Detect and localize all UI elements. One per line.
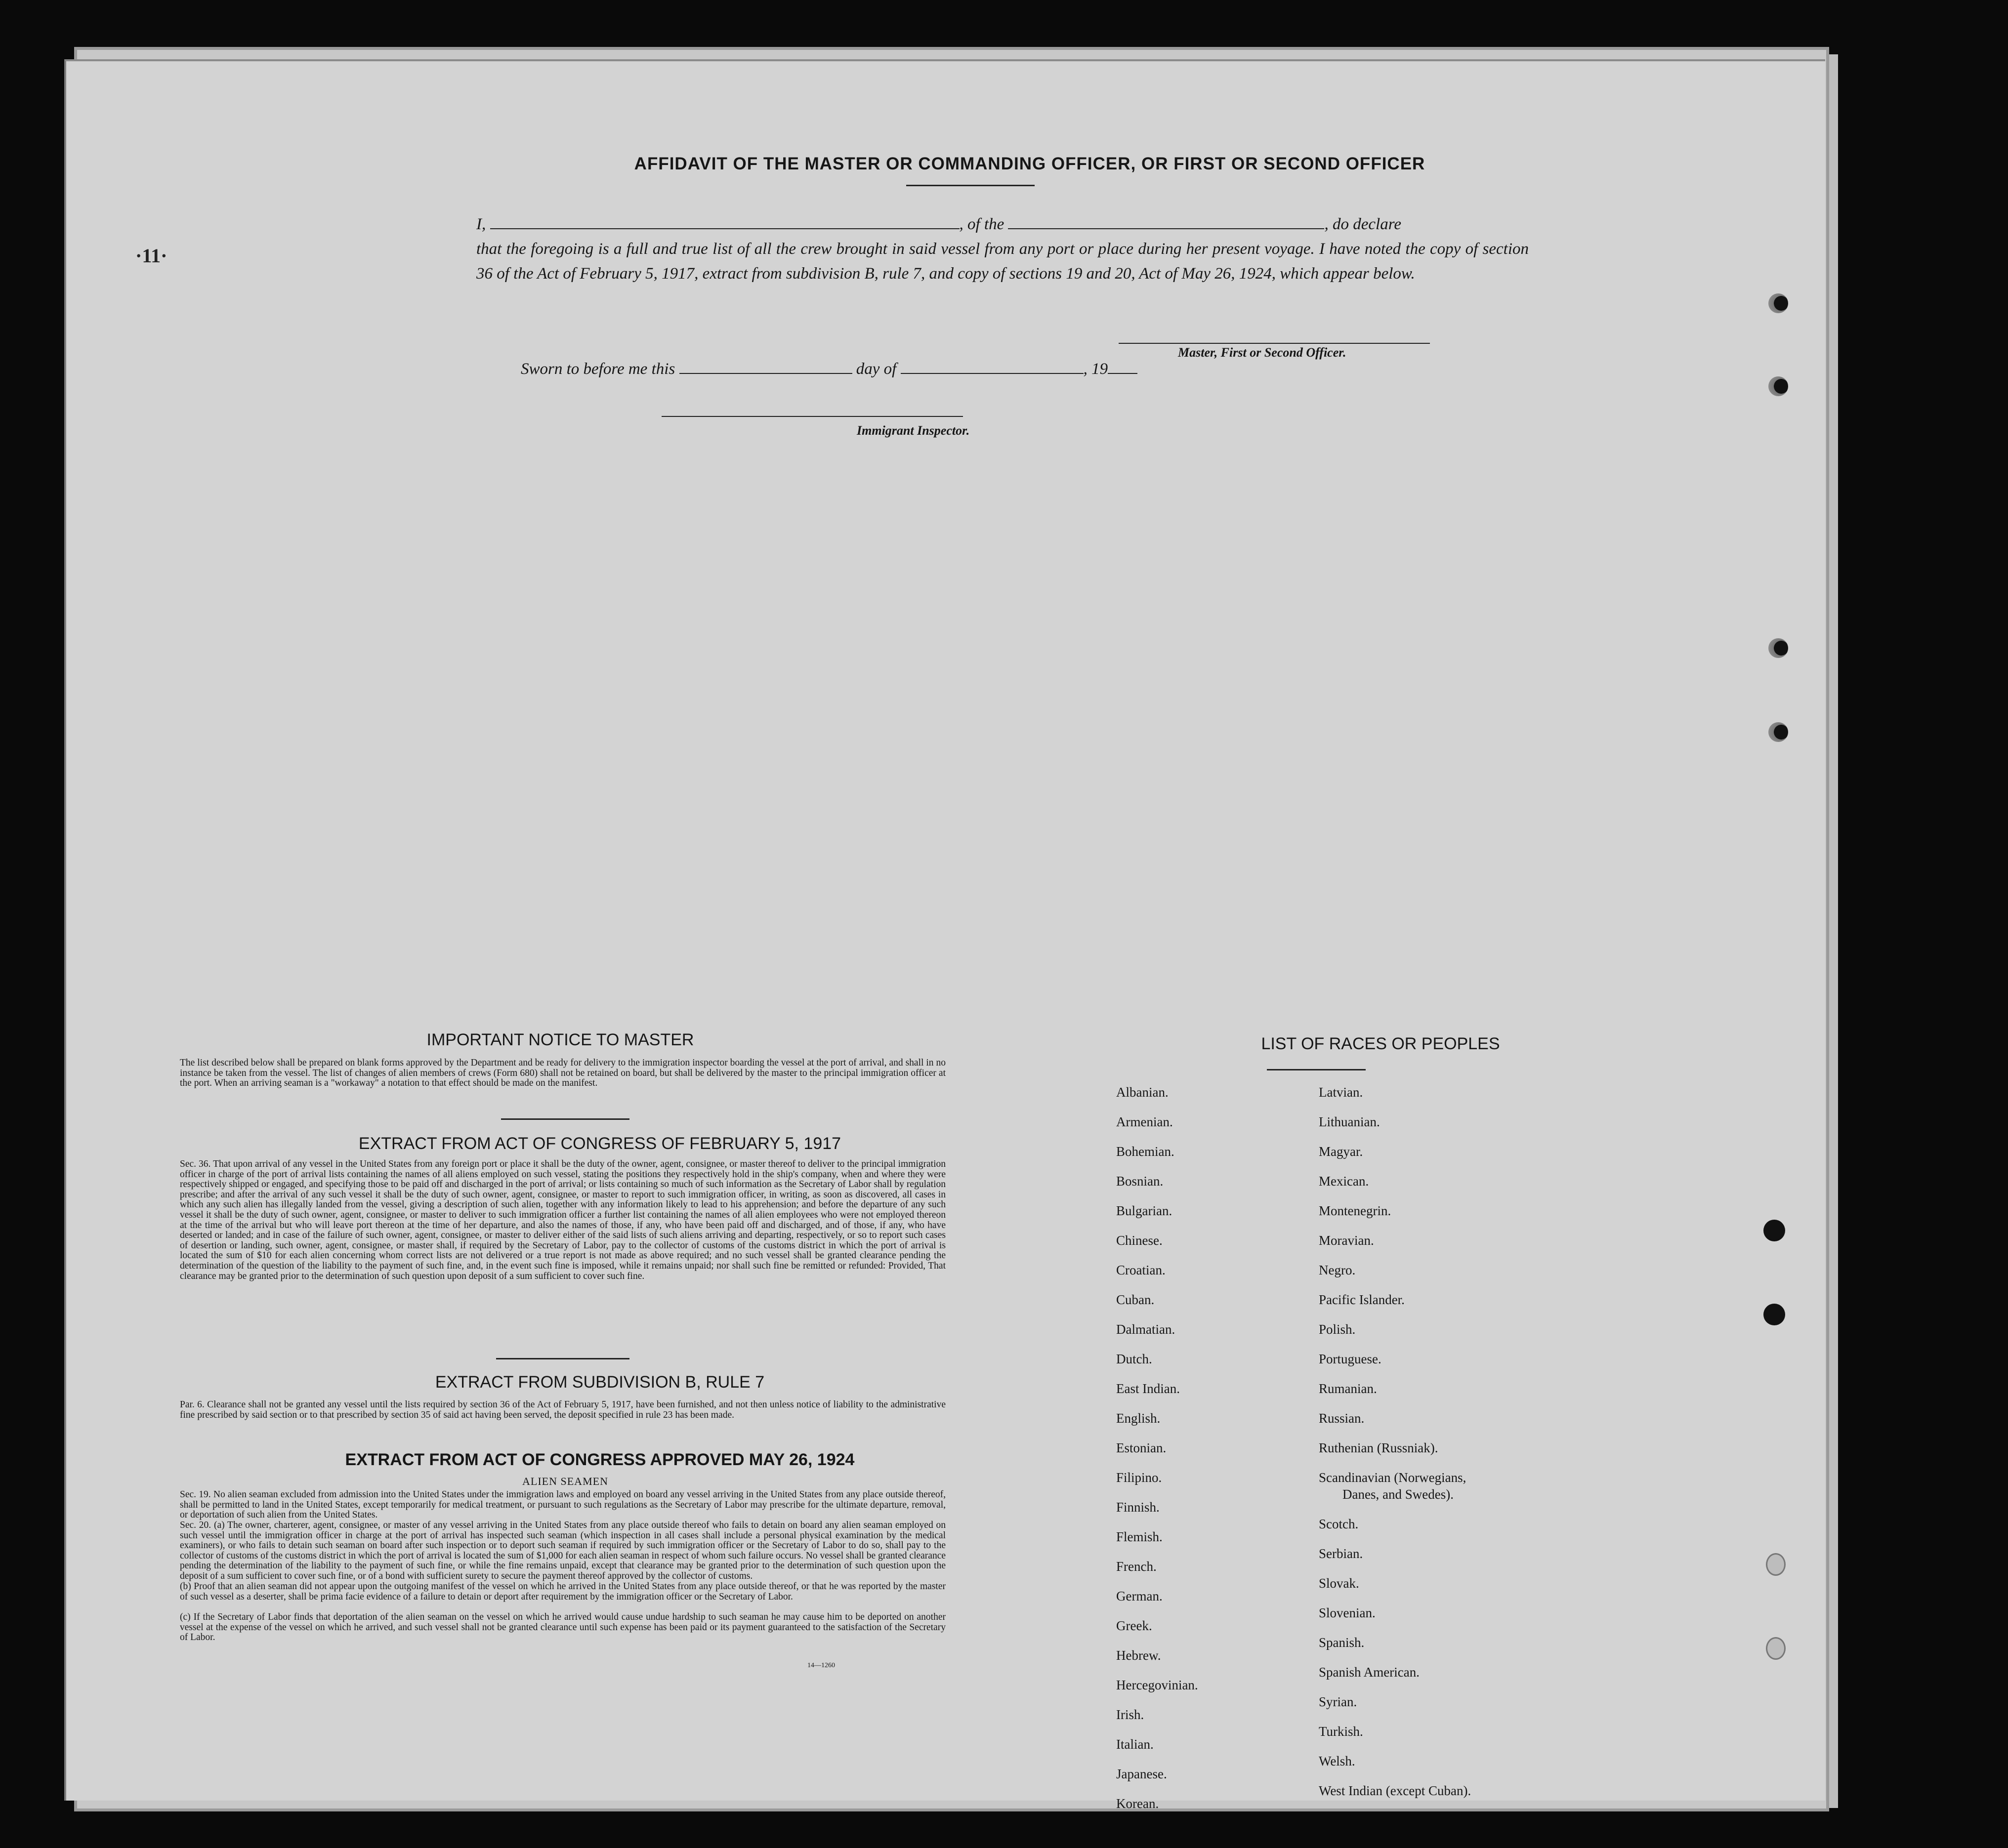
extract-1924-heading: EXTRACT FROM ACT OF CONGRESS APPROVED MAY 26, 1924 bbox=[345, 1450, 855, 1469]
affidavit-title-rule bbox=[906, 185, 1035, 186]
race-item: Slovenian. bbox=[1319, 1605, 1376, 1620]
race-item: Negro. bbox=[1319, 1263, 1356, 1277]
extract-1917-rule bbox=[496, 1358, 629, 1359]
sworn-day-blank[interactable] bbox=[679, 360, 852, 374]
race-item: Portuguese. bbox=[1319, 1352, 1381, 1366]
race-item: Serbian. bbox=[1319, 1546, 1363, 1561]
affidavit-body bbox=[476, 212, 1529, 286]
extract-rule7-heading: EXTRACT FROM SUBDIVISION B, RULE 7 bbox=[435, 1373, 765, 1392]
races-left-column bbox=[1116, 1084, 1198, 1825]
race-item: Flemish. bbox=[1116, 1529, 1163, 1544]
sworn-day-of-label: day of bbox=[856, 360, 897, 378]
race-item: Spanish. bbox=[1319, 1635, 1365, 1650]
race-item: Korean. bbox=[1116, 1796, 1159, 1811]
race-item: Armenian. bbox=[1116, 1114, 1173, 1129]
race-item: Dalmatian. bbox=[1116, 1322, 1175, 1337]
affidavit-of-the-label: , of the bbox=[959, 215, 1004, 233]
master-name-blank[interactable] bbox=[490, 215, 960, 229]
race-item: English. bbox=[1116, 1411, 1161, 1426]
races-rule bbox=[1267, 1069, 1366, 1070]
affidavit-i-label: I, bbox=[476, 215, 486, 233]
race-item: Irish. bbox=[1116, 1707, 1144, 1722]
affidavit-statement: that the foregoing is a full and true list of all the crew brought in said vessel from any port or place during her present voyage. I have noted the copy of section 36 of the Act of February 5, 1917, extract from subdivision B, rule 7, and copy of sections 19 and 20, Act of May 26, 1924, which appear below. bbox=[476, 240, 1529, 283]
sworn-prefix: Sworn to before me this bbox=[521, 360, 675, 378]
master-signature-line[interactable] bbox=[1119, 343, 1430, 344]
extract-1917-heading: EXTRACT FROM ACT OF CONGRESS OF FEBRUARY 5, 1917 bbox=[358, 1134, 841, 1153]
sworn-year-blank[interactable] bbox=[1108, 360, 1137, 374]
race-item: Turkish. bbox=[1319, 1724, 1363, 1739]
notice-rule bbox=[501, 1118, 629, 1120]
affidavit-declaration-line bbox=[476, 212, 1529, 237]
binder-hole bbox=[1768, 376, 1788, 396]
race-item: Montenegrin. bbox=[1319, 1203, 1391, 1218]
race-item: Croatian. bbox=[1116, 1263, 1166, 1277]
binder-hole bbox=[1768, 638, 1788, 658]
races-right-column bbox=[1319, 1084, 1471, 1812]
race-item: Latvian. bbox=[1319, 1085, 1363, 1100]
race-item: East Indian. bbox=[1116, 1381, 1180, 1396]
affidavit-do-declare-label: , do declare bbox=[1324, 215, 1401, 233]
race-item: Bulgarian. bbox=[1116, 1203, 1172, 1218]
sworn-month-blank[interactable] bbox=[901, 360, 1084, 374]
race-item: Slovak. bbox=[1319, 1576, 1359, 1591]
race-item: German. bbox=[1116, 1589, 1163, 1603]
race-item: Finnish. bbox=[1116, 1500, 1160, 1515]
race-item: Rumanian. bbox=[1319, 1381, 1377, 1396]
races-heading: LIST OF RACES OR PEOPLES bbox=[1261, 1034, 1500, 1053]
race-item: Danes, and Swedes). bbox=[1342, 1487, 1454, 1502]
race-item: Hercegovinian. bbox=[1116, 1678, 1198, 1692]
race-item: Scotch. bbox=[1319, 1517, 1359, 1531]
extract-1924-sec20a: Sec. 20. (a) The owner, charterer, agent, consignee, or master of any vessel arriving in the United States from any place outside thereof who fails to detain on board any alien seaman employed on such vessel until the immigration officer in charge at the port of arrival has inspected such seaman (which inspection in all cases shall include a personal physical examination by the medical examiners), or who fails to detain such seaman on board after such inspection or to deport such seaman if required by such immigration officer or the Secretary of Labor to do so, shall pay to the collector of customs of the customs district in which the port of arrival is located the sum of $1,000 for each alien seaman in respect of whom such failure occurs. No vessel shall be granted clearance pending the determination of the liability to the payment of such fine, or while the fine remains unpaid, except that clearance may be granted prior to the determination of such question upon the deposit of a sum sufficient to cover such fine, or of a bond with sufficient surety to secure the payment thereof approved by the collector of customs. bbox=[180, 1520, 946, 1581]
affidavit-title: AFFIDAVIT OF THE MASTER OR COMMANDING OFFICER, OR FIRST OR SECOND OFFICER bbox=[634, 154, 1425, 173]
race-item: Moravian. bbox=[1319, 1233, 1374, 1248]
extract-1917-text: Sec. 36. That upon arrival of any vessel in the United States from any foreign port or place it shall be the duty of the owner, agent, consignee, or master thereof to deliver to the principal immigration officer in charge of the port of arrival lists containing the names of all aliens employed on such vessel, stating the positions they respectively hold in the ship's company, when and where they were respectively shipped or engaged, and specifying those to be paid off and discharged in the port of arrival; or lists containing so much of such information as the Secretary of Labor shall by regulation prescribe; and after the arrival of any such vessel it shall be the duty of such owner, agent, consignee, or master to report to such immigration officer, in writing, as soon as discovered, all cases in which any such alien has illegally landed from the vessel, giving a description of such alien, together with any information likely to lead to his apprehension; and before the departure of any such vessel it shall be the duty of such owner, agent, consignee, or master to deliver to such immigration officer a further list containing the names of all alien employees who were not employed thereon at the time of the arrival but who will leave port thereon at the time of her departure, and also the names of those, if any, who have been paid off and discharged, and of those, if any, who have deserted or landed; and in case of the failure of such owner, agent, consignee, or master to deliver either of the said lists of such aliens arriving and departing, respectively, or so to report such cases of desertion or landing, such owner, agent, consignee, or master shall, if required by the Secretary of Labor, pay to the collector of customs of the customs district in which the port of arrival is located the sum of $10 for each alien concerning whom correct lists are not delivered or a true report is not made as above required; and no such vessel shall be granted clearance pending the determination of the question of the liability to the payment of such fine, and, in the event such fine is imposed, while it remains unpaid; nor shall such fine be remitted or refunded: Provided, That clearance may be granted prior to the determination of such question upon deposit of a sum sufficient to cover such fine. bbox=[180, 1159, 946, 1281]
race-item: Estonian. bbox=[1116, 1440, 1167, 1455]
race-item: Filipino. bbox=[1116, 1470, 1162, 1485]
race-item: French. bbox=[1116, 1559, 1157, 1574]
race-item: Lithuanian. bbox=[1319, 1114, 1380, 1129]
master-signature-caption: Master, First or Second Officer. bbox=[1178, 345, 1346, 360]
binder-hole bbox=[1763, 1304, 1785, 1325]
inspector-signature-caption: Immigrant Inspector. bbox=[857, 423, 970, 438]
extract-1924-sec19: Sec. 19. No alien seaman excluded from admission into the United States under the immigration laws and employed on board any vessel arriving in the United States from any place outside thereof, shall be permitted to land in the United States, except temporarily for medical treatment, or pursuant to such regulations as the Secretary of Labor may prescribe for the ultimate departure, removal, or deportation of such alien from the United States. bbox=[180, 1489, 946, 1520]
race-item: Japanese. bbox=[1116, 1766, 1167, 1781]
extract-1924-sec20b: (b) Proof that an alien seaman did not appear upon the outgoing manifest of the vessel on which he arrived in the United States from any place outside thereof, or that he was reported by the master of such vessel as a deserter, shall be prima facie evidence of a failure to detain or deport after requirement by the immigration officer or the Secretary of Labor. bbox=[180, 1581, 946, 1602]
sworn-line bbox=[521, 360, 1137, 378]
binder-hole bbox=[1768, 293, 1788, 313]
binder-hole bbox=[1768, 722, 1788, 742]
notice-heading: IMPORTANT NOTICE TO MASTER bbox=[426, 1030, 694, 1049]
race-item: Bosnian. bbox=[1116, 1174, 1164, 1189]
race-item: Chinese. bbox=[1116, 1233, 1163, 1248]
binder-hole bbox=[1763, 1220, 1785, 1241]
form-page bbox=[64, 59, 1825, 1811]
race-item: Ruthenian (Russniak). bbox=[1319, 1440, 1438, 1455]
sworn-year-label: , 19 bbox=[1083, 360, 1108, 378]
inspector-signature-line[interactable] bbox=[662, 416, 963, 417]
race-item: Mexican. bbox=[1319, 1174, 1369, 1189]
race-item: Italian. bbox=[1116, 1737, 1154, 1752]
race-item: Magyar. bbox=[1319, 1144, 1363, 1159]
extract-1924-subtitle: ALIEN SEAMEN bbox=[522, 1475, 608, 1487]
form-number: 14—1260 bbox=[807, 1662, 835, 1669]
race-item: Russian. bbox=[1319, 1411, 1365, 1426]
race-item: Dutch. bbox=[1116, 1352, 1152, 1366]
race-item: Scandinavian (Norwegians, bbox=[1319, 1470, 1466, 1485]
margin-mark: ·11· bbox=[135, 245, 167, 267]
race-item: Albanian. bbox=[1116, 1085, 1169, 1100]
race-item: Pacific Islander. bbox=[1319, 1292, 1405, 1307]
race-item: Hebrew. bbox=[1116, 1648, 1161, 1663]
extract-1924-sec20c: (c) If the Secretary of Labor finds that deportation of the alien seaman on the vessel on which he arrived would cause undue hardship to such seaman he may cause him to be deported on another vessel at the expense of the vessel on which he arrived, and such vessel shall not be granted clearance until such expense has been paid or its payment guaranteed to the satisfaction of the Secretary of Labor. bbox=[180, 1612, 946, 1643]
vessel-name-blank[interactable] bbox=[1008, 215, 1324, 229]
race-item: Spanish American. bbox=[1319, 1665, 1420, 1680]
race-item: Cuban. bbox=[1116, 1292, 1155, 1307]
race-item: Greek. bbox=[1116, 1618, 1152, 1633]
race-item: Bohemian. bbox=[1116, 1144, 1174, 1159]
binder-hole bbox=[1766, 1637, 1786, 1660]
race-item: Syrian. bbox=[1319, 1694, 1357, 1709]
extract-rule7-text: Par. 6. Clearance shall not be granted any vessel until the lists required by section 36 of the Act of February 5, 1917, have been furnished, and not then unless notice of liability to the administrative fine prescribed by said section or to that prescribed by section 35 of said act having been served, the deposit specified in rule 23 has been made. bbox=[180, 1399, 946, 1420]
binder-hole bbox=[1766, 1553, 1786, 1576]
race-item: Polish. bbox=[1319, 1322, 1356, 1337]
race-item: West Indian (except Cuban). bbox=[1319, 1783, 1471, 1798]
race-item: Welsh. bbox=[1319, 1754, 1355, 1768]
notice-text: The list described below shall be prepared on blank forms approved by the Department and be ready for delivery to the immigration inspector boarding the vessel at the port of arrival, and shall in no instance be taken from the vessel. The list of changes of alien members of crews (Form 680) shall not be retained on board, but shall be delivered by the master to the principal immigration officer at the port. When an arriving seaman is a "workaway" a notation to that effect should be made on the manifest. bbox=[180, 1058, 946, 1089]
